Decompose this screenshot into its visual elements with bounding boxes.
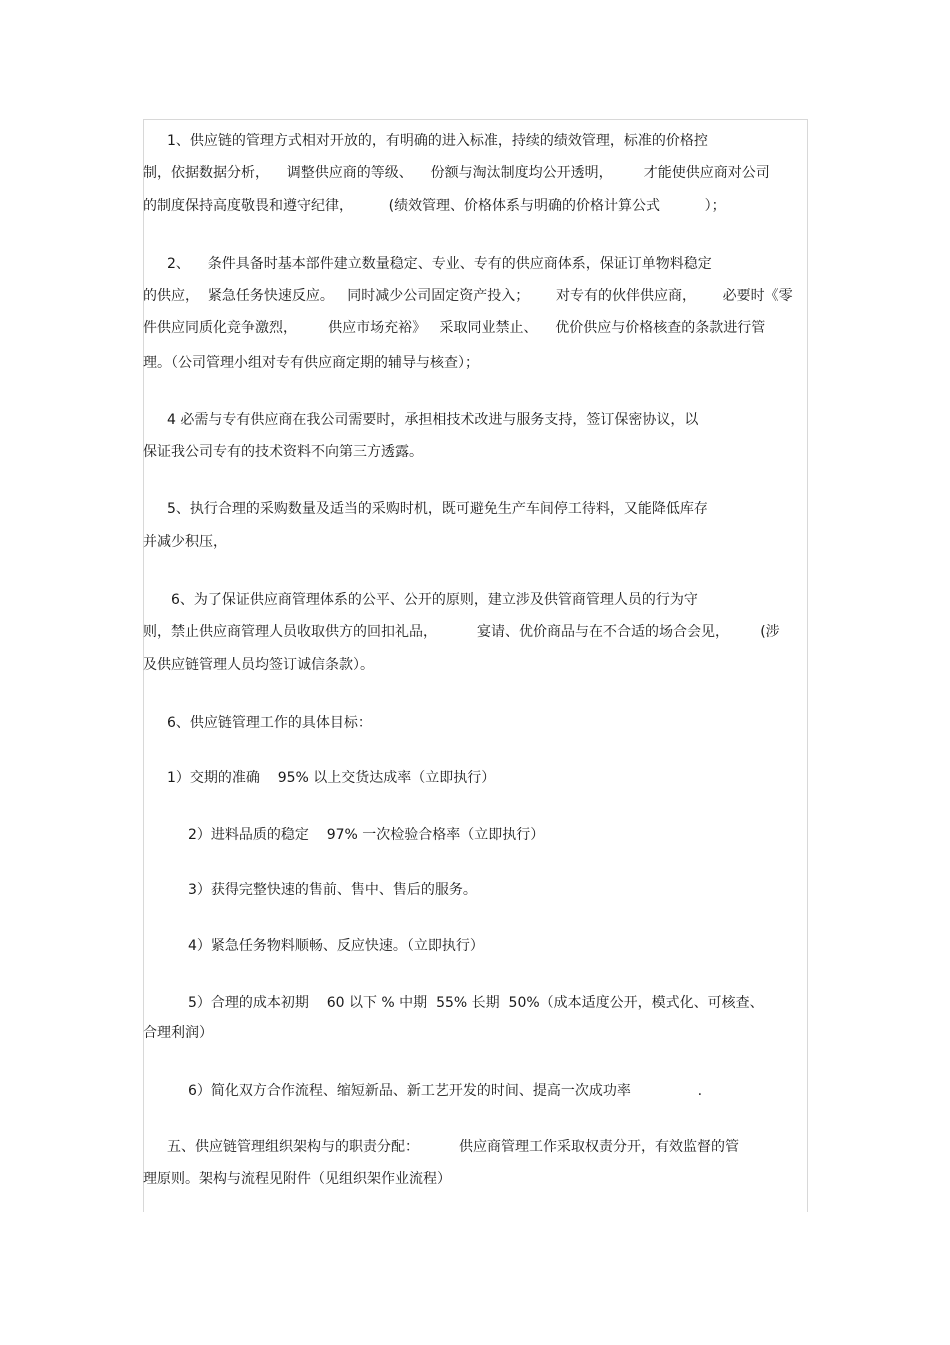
paragraph-4-line-2: 并减少积压，: [143, 534, 227, 550]
goals-heading: 6、供应链管理工作的具体目标：: [167, 715, 372, 731]
paragraph-1-line-2: 制，依据数据分析， 调整供应商的等级、 份额与淘汰制度均公开透明， 才能使供应商对公司: [143, 165, 770, 181]
paragraph-5-line-2: 则，禁止供应商管理人员收取供方的回扣礼品， 宴请、优价商品与在不合适的场合会见， (涉: [143, 624, 780, 640]
paragraph-3-line-1: 4 必需与专有供应商在我公司需要时，承担相技术改进与服务支持，签订保密协议，以: [167, 412, 699, 428]
paragraph-1-line-3: 的制度保持高度敬畏和遵守纪律， (绩效管理、价格体系与明确的价格计算公式 ）；: [143, 198, 726, 214]
goal-item-5-line-2: 合理利润）: [143, 1025, 213, 1041]
goal-item-6: 6）简化双方合作流程、缩短新品、新工艺开发的时间、提高一次成功率 .: [188, 1083, 703, 1099]
goal-item-5-line-1: 5）合理的成本初期 60 以下 % 中期 55% 长期 50%（成本适度公开，模式化、可核查、: [188, 995, 764, 1011]
paragraph-2-line-1: 2、 条件具备时基本部件建立数量稳定、专业、专有的供应商体系，保证订单物料稳定: [167, 256, 712, 272]
section-five-line-2: 理原则。架构与流程见附件（见组织架作业流程）: [143, 1171, 451, 1187]
goal-item-2: 2）进料品质的稳定 97% 一次检验合格率（立即执行）: [188, 827, 545, 843]
goal-item-3: 3）获得完整快速的售前、售中、售后的服务。: [188, 882, 477, 898]
paragraph-2-line-3: 件供应同质化竞争激烈， 供应市场充裕》 采取同业禁止、 优价供应与价格核查的条款进行管: [143, 320, 766, 336]
goal-item-4: 4）紧急任务物料顺畅、反应快速。（立即执行）: [188, 938, 484, 954]
paragraph-2-line-2: 的供应， 紧急任务快速反应。 同时减少公司固定资产投入； 对专有的伙伴供应商， 必要时《零: [143, 288, 793, 304]
paragraph-5-line-1: 6、为了保证供应商管理体系的公平、公开的原则，建立涉及供管商管理人员的行为守: [171, 592, 698, 608]
paragraph-2-line-4: 理。（公司管理小组对专有供应商定期的辅导与核查）；: [143, 355, 479, 371]
paragraph-3-line-2: 保证我公司专有的技术资料不向第三方透露。: [143, 444, 423, 460]
goal-item-1: 1）交期的准确 95% 以上交货达成率（立即执行）: [167, 770, 496, 786]
section-five-line-1: 五、供应链管理组织架构与的职责分配： 供应商管理工作采取权责分开，有效监督的管: [167, 1139, 740, 1155]
paragraph-4-line-1: 5、执行合理的采购数量及适当的采购时机，既可避免生产车间停工待料，又能降低库存: [167, 501, 708, 517]
paragraph-5-line-3: 及供应链管理人员均签订诚信条款）。: [143, 657, 374, 673]
paragraph-1-line-1: 1、供应链的管理方式相对开放的，有明确的进入标准，持续的绩效管理，标准的价格控: [167, 133, 708, 149]
